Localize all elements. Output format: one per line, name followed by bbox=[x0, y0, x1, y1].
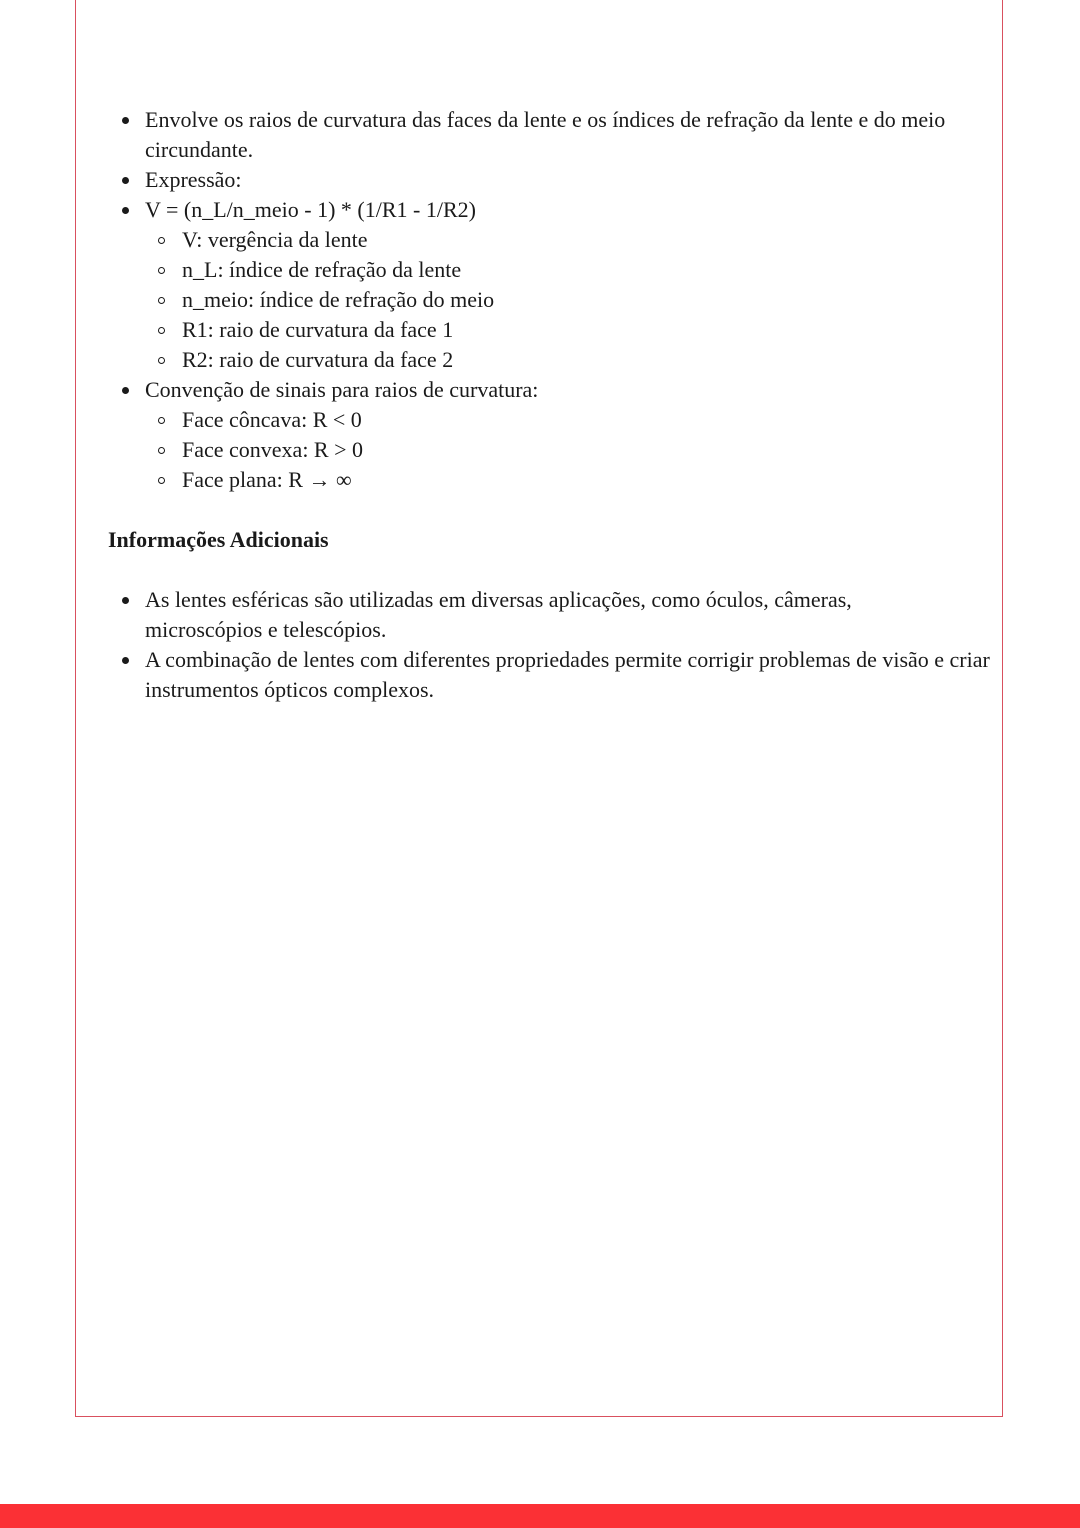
list-item-text: R1: raio de curvatura da face 1 bbox=[182, 317, 454, 342]
sub-list-item bbox=[108, 465, 988, 495]
footer-accent-bar bbox=[0, 1504, 1080, 1528]
list-item-text: V: vergência da lente bbox=[182, 227, 368, 252]
hollow-bullet-icon bbox=[158, 327, 165, 334]
hollow-bullet-icon bbox=[158, 237, 165, 244]
hollow-bullet-icon bbox=[158, 357, 165, 364]
sub-list-item bbox=[108, 225, 988, 255]
sub-list-item bbox=[108, 435, 988, 465]
bullet-icon bbox=[122, 207, 129, 214]
sub-list-item bbox=[108, 345, 988, 375]
list-item-text: R2: raio de curvatura da face 2 bbox=[182, 347, 454, 372]
sub-list-item bbox=[108, 285, 988, 315]
section-heading: Informações Adicionais bbox=[108, 527, 329, 552]
list-item bbox=[108, 645, 995, 705]
hollow-bullet-icon bbox=[158, 267, 165, 274]
list-item-text: n_L: índice de refração da lente bbox=[182, 257, 462, 282]
spacer bbox=[108, 555, 988, 585]
sub-list-item bbox=[108, 255, 988, 285]
bullet-icon bbox=[122, 117, 129, 124]
bullet-icon bbox=[122, 177, 129, 184]
list-item-text: n_meio: índice de refração do meio bbox=[182, 287, 495, 312]
spacer bbox=[108, 495, 988, 525]
list-item-text: Face plana: R → ∞ bbox=[182, 467, 352, 492]
hollow-bullet-icon bbox=[158, 297, 165, 304]
bullet-icon bbox=[122, 597, 129, 604]
list-item-text: Face convexa: R > 0 bbox=[182, 437, 364, 462]
additional-info-list bbox=[108, 585, 988, 705]
document-content bbox=[108, 105, 988, 705]
sub-list-item bbox=[108, 315, 988, 345]
list-item bbox=[108, 375, 988, 405]
hollow-bullet-icon bbox=[158, 447, 165, 454]
list-item bbox=[108, 105, 975, 165]
bullet-icon bbox=[122, 387, 129, 394]
hollow-bullet-icon bbox=[158, 477, 165, 484]
list-item-text: Expressão: bbox=[145, 167, 242, 192]
list-item-text: Face côncava: R < 0 bbox=[182, 407, 362, 432]
list-item bbox=[108, 165, 988, 195]
sub-list-item bbox=[108, 405, 988, 435]
formula-text: V = (n_L/n_meio - 1) * (1/R1 - 1/R2) bbox=[145, 197, 476, 222]
list-item bbox=[108, 585, 905, 645]
list-item bbox=[108, 195, 988, 225]
hollow-bullet-icon bbox=[158, 417, 165, 424]
lens-formula-list bbox=[108, 105, 988, 495]
bullet-icon bbox=[122, 657, 129, 664]
list-item-text: A combinação de lentes com diferentes propriedades permite corrigir problemas de visão e criar instrumentos ópticos complexos. bbox=[145, 647, 990, 702]
list-item-text: Envolve os raios de curvatura das faces da lente e os índices de refração da lente e do meio circundante. bbox=[145, 107, 946, 162]
list-item-text: Convenção de sinais para raios de curvatura: bbox=[145, 377, 539, 402]
list-item-text: As lentes esféricas são utilizadas em diversas aplicações, como óculos, câmeras, microscópios e telescópios. bbox=[145, 587, 852, 642]
